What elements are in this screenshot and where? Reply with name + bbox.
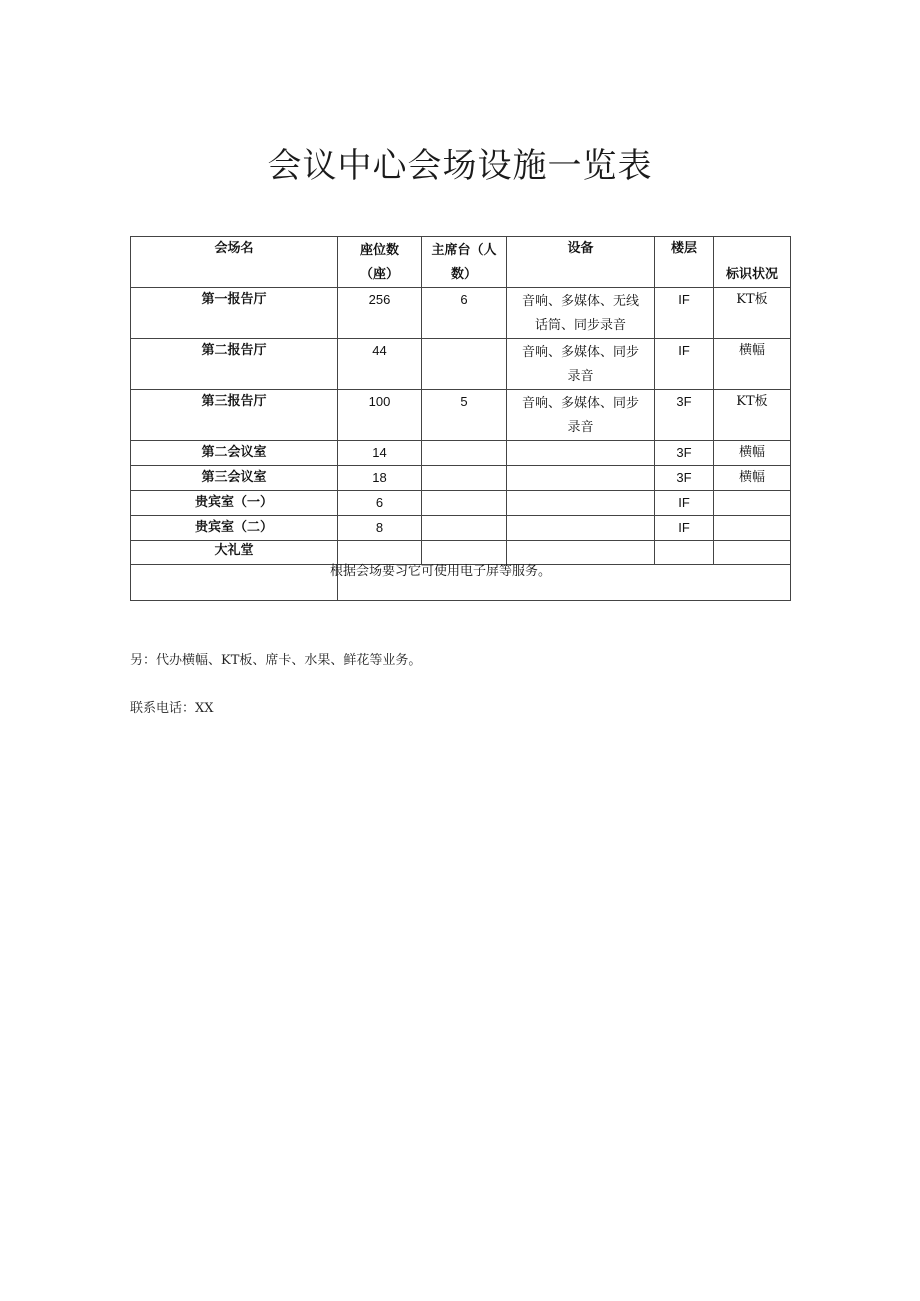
- podium-count: [422, 491, 507, 516]
- floor: 3F: [655, 390, 714, 441]
- floor: [655, 541, 714, 565]
- venue-name: 贵宾室（一）: [131, 491, 338, 516]
- signage: 横幅: [714, 466, 791, 491]
- table-row: [131, 339, 791, 390]
- signage: [714, 516, 791, 541]
- floor: IF: [655, 288, 714, 339]
- venue-name: 第三报告厅: [131, 390, 338, 441]
- seat-count: 8: [338, 516, 422, 541]
- table-row: [131, 516, 791, 541]
- note-left-cell: [131, 565, 338, 601]
- signage: KT板: [714, 390, 791, 441]
- equipment: 音响、多媒体、无线 话筒、同步录音: [507, 288, 655, 339]
- podium-count: 5: [422, 390, 507, 441]
- equipment: [507, 516, 655, 541]
- table-row: [131, 441, 791, 466]
- page-title: 会议中心会场设施一览表: [267, 146, 653, 186]
- signage: [714, 541, 791, 565]
- table-note: 根据会场要习它可使用电子屏等服务。: [330, 564, 552, 579]
- floor: IF: [655, 339, 714, 390]
- header-seats: 座位数 （座）: [338, 237, 422, 288]
- table-row: [131, 288, 791, 339]
- podium-count: [422, 466, 507, 491]
- header-floor: 楼层: [655, 237, 714, 288]
- venue-name: 第一报告厅: [131, 288, 338, 339]
- seat-count: 6: [338, 491, 422, 516]
- venue-name: 贵宾室（二）: [131, 516, 338, 541]
- podium-count: [422, 516, 507, 541]
- equipment: [507, 466, 655, 491]
- floor: IF: [655, 516, 714, 541]
- signage: 横幅: [714, 339, 791, 390]
- signage: [714, 491, 791, 516]
- seat-count: 14: [338, 441, 422, 466]
- podium-count: 6: [422, 288, 507, 339]
- footer-contact: 联系电话：XX: [130, 701, 214, 716]
- table-row: [131, 390, 791, 441]
- seat-count: 100: [338, 390, 422, 441]
- venue-name: 第三会议室: [131, 466, 338, 491]
- header-signage: 标识状况: [714, 237, 791, 288]
- table-row: [131, 491, 791, 516]
- podium-count: [422, 339, 507, 390]
- equipment: 音响、多媒体、同步 录音: [507, 339, 655, 390]
- header-podium: 主席台（人 数）: [422, 237, 507, 288]
- venue-name: 第二报告厅: [131, 339, 338, 390]
- seat-count: 18: [338, 466, 422, 491]
- seat-count: 44: [338, 339, 422, 390]
- footer-extra-services: 另：代办横幅、KT板、席卡、水果、鲜花等业务。: [130, 653, 422, 668]
- signage: 横幅: [714, 441, 791, 466]
- header-equipment: 设备: [507, 237, 655, 288]
- equipment: 音响、多媒体、同步 录音: [507, 390, 655, 441]
- signage: KT板: [714, 288, 791, 339]
- podium-count: [422, 441, 507, 466]
- venue-facilities-table: [130, 236, 791, 601]
- floor: 3F: [655, 441, 714, 466]
- floor: IF: [655, 491, 714, 516]
- seat-count: 256: [338, 288, 422, 339]
- venue-name: 大礼堂: [131, 541, 338, 565]
- table-row: [131, 466, 791, 491]
- venue-name: 第二会议室: [131, 441, 338, 466]
- equipment: [507, 491, 655, 516]
- floor: 3F: [655, 466, 714, 491]
- table-header-row: [131, 237, 791, 288]
- header-venue-name: 会场名: [131, 237, 338, 288]
- equipment: [507, 441, 655, 466]
